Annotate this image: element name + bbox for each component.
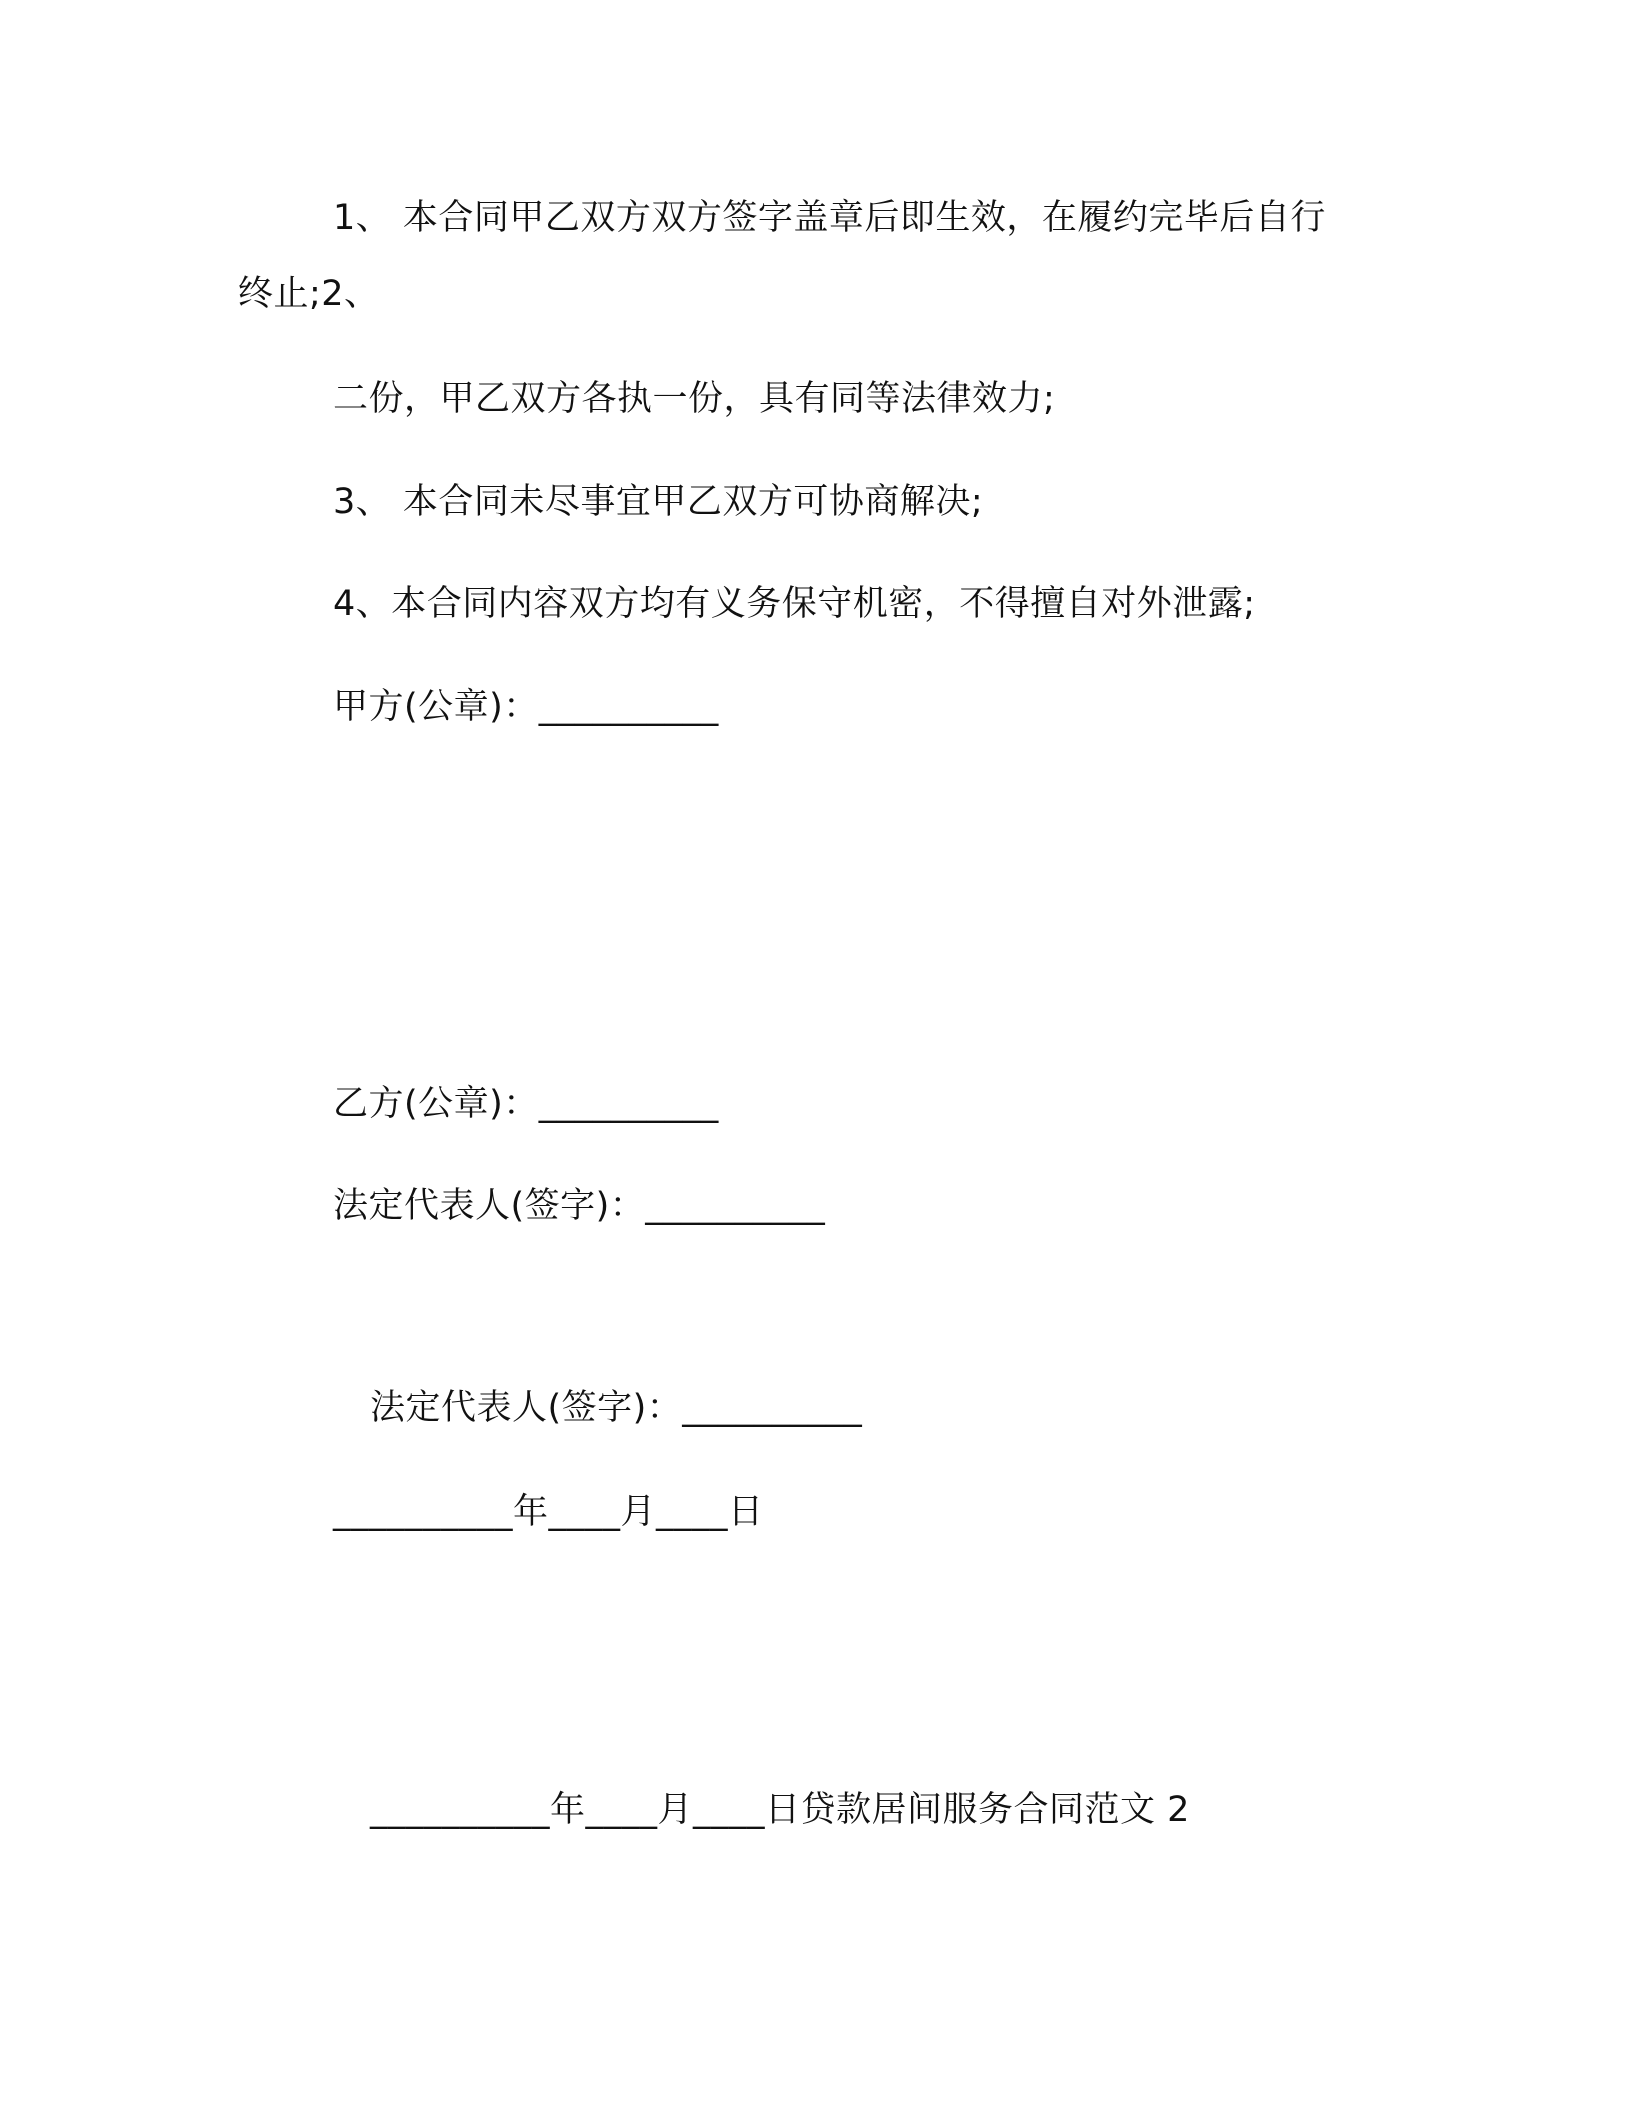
party-a-seal: 甲方(公章)：__________ [333,687,719,727]
date-line-2-with-title: __________年____月____日贷款居间服务合同范文 2 [370,1790,1190,1830]
legal-rep-signature-2: 法定代表人(签字)：__________ [370,1388,863,1428]
legal-rep-signature-1: 法定代表人(签字)：__________ [333,1186,826,1226]
clause-4: 4、本合同内容双方均有义务保守机密，不得擅自对外泄露; [333,584,1256,624]
clause-3: 3、 本合同未尽事宜甲乙双方可协商解决; [333,482,984,522]
party-b-seal: 乙方(公章)：__________ [333,1084,719,1124]
clause-2: 二份，甲乙双方各执一份，具有同等法律效力; [333,379,1056,419]
clause-1-line-2: 终止;2、 [238,274,380,314]
date-line-1: __________年____月____日 [333,1492,764,1532]
clause-1-line-1: 1、 本合同甲乙双方双方签字盖章后即生效，在履约完毕后自行 [333,198,1326,238]
